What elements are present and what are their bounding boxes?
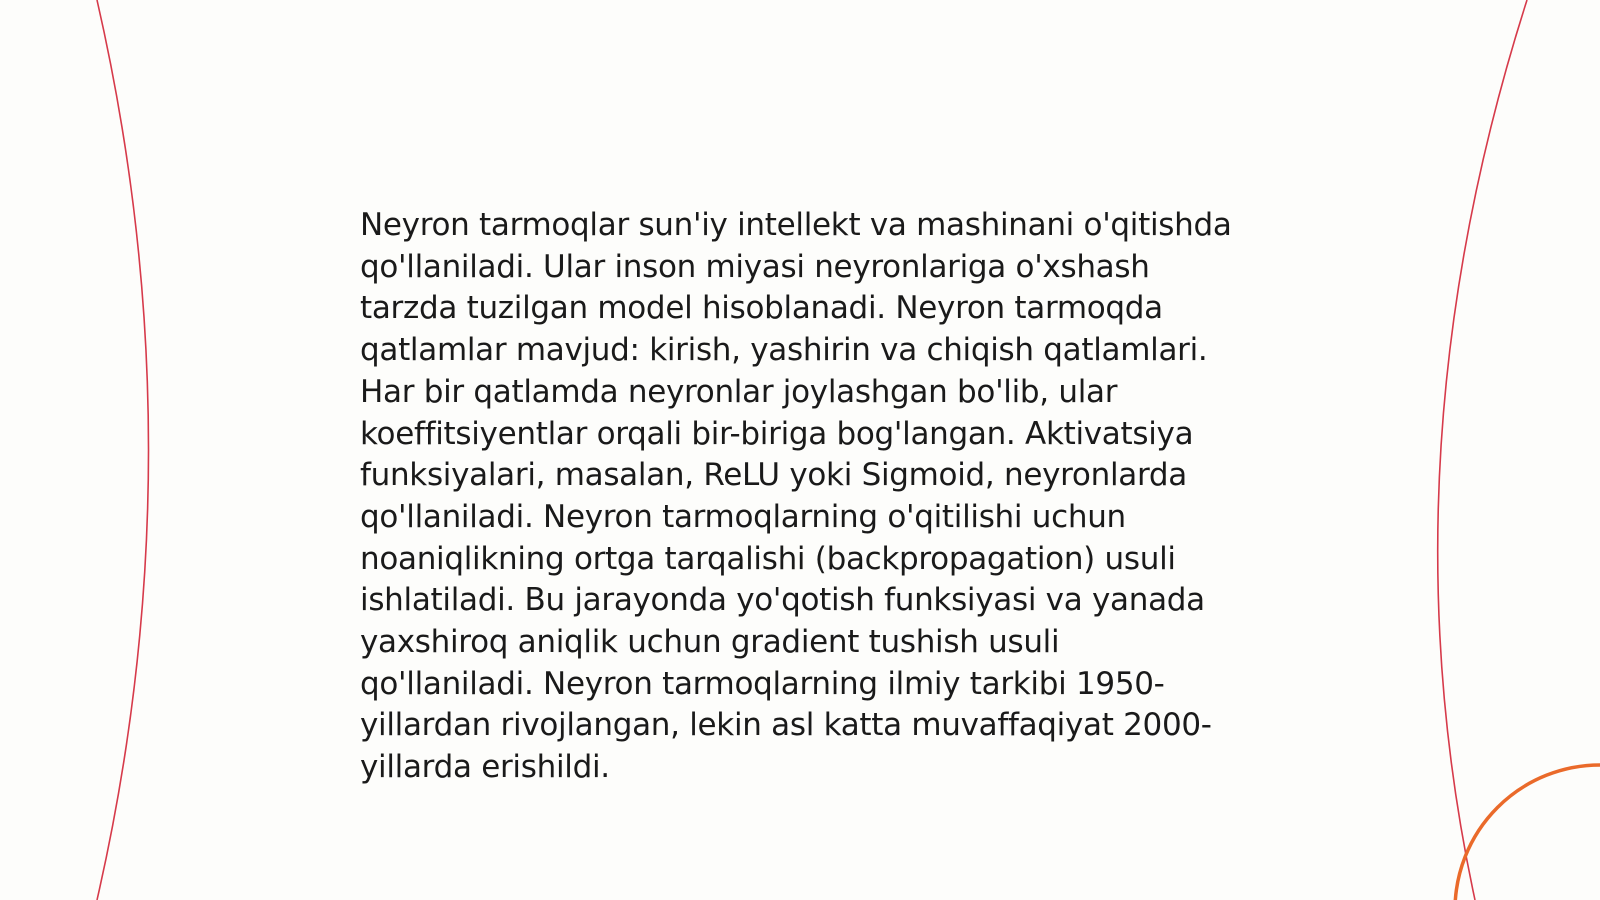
- left-curve-line: [97, 0, 149, 900]
- orange-circle-arc: [1455, 765, 1600, 900]
- right-curve-line: [1438, 0, 1527, 900]
- body-paragraph: Neyron tarmoqlar sun'iy intellekt va mashinani o'qitishda qo'llaniladi. Ular inson miyasi neyronlariga o'xshash tarzda tuzilgan model hisoblanadi. Neyron tarmoqda qatlamlar mavjud: kirish, yashirin va chiqish qatlamlari. Har bir qatlamda neyronlar joylashgan bo'lib, ular koeffitsiyentlar orqali bir-biriga bog'langan. Aktivatsiya funksiyalari, masalan, ReLU yoki Sigmoid, neyronlarda qo'llaniladi. Neyron tarmoqlarning o'qitilishi uchun noaniqlikning ortga tarqalishi (backpropagation) usuli ishlatiladi. Bu jarayonda yo'qotish funksiyasi va yanada yaxshiroq aniqlik uchun gradient tushish usuli qo'llaniladi. Neyron tarmoqlarning ilmiy tarkibi 1950-yillardan rivojlangan, lekin asl katta muvaffaqiyat 2000-yillarda erishildi.: [360, 207, 1232, 786]
